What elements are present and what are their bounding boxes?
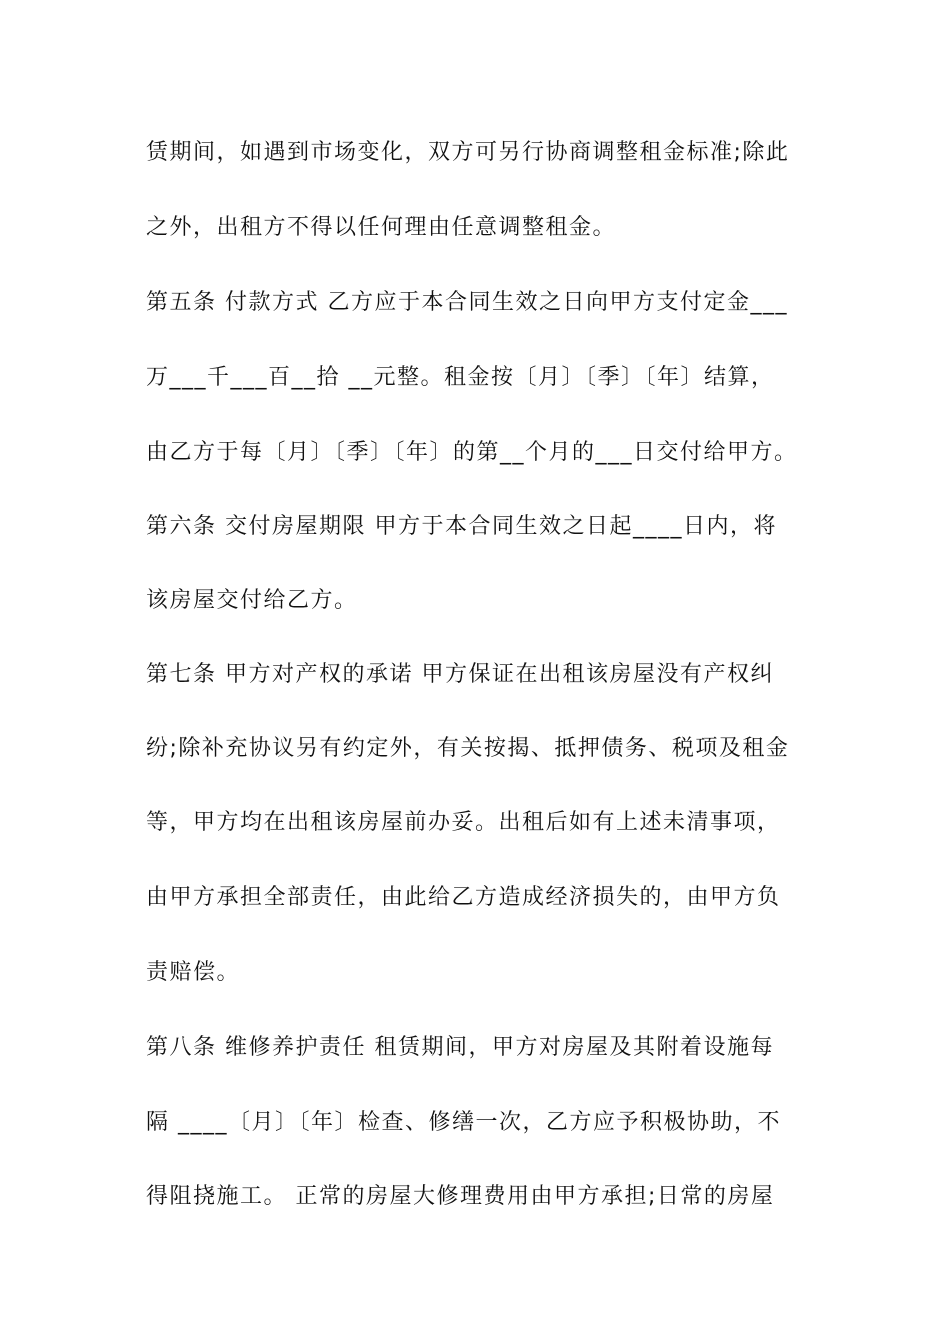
text-line: 隔 ____〔月〕〔年〕检查、修缮一次，乙方应予积极协助，不 [146, 1110, 781, 1135]
text-line: 赁期间，如遇到市场变化，双方可另行协商调整租金标准;除此 [146, 140, 790, 165]
text-line: 纷;除补充协议另有约定外，有关按揭、抵押债务、税项及租金 [146, 736, 790, 761]
text-line: 得阻挠施工。 正常的房屋大修理费用由甲方承担;日常的房屋 [146, 1184, 775, 1209]
text-line: 第六条 交付房屋期限 甲方于本合同生效之日起____日内，将 [146, 514, 777, 539]
text-line: 责赔偿。 [146, 960, 241, 985]
text-line: 万___千___百__拾 __元整。租金按〔月〕〔季〕〔年〕结算， [146, 365, 775, 390]
text-line: 该房屋交付给乙方。 [146, 588, 358, 613]
text-line: 第七条 甲方对产权的承诺 甲方保证在出租该房屋没有产权纠 [146, 662, 774, 687]
text-line: 第八条 维修养护责任 租赁期间，甲方对房屋及其附着设施每 [146, 1035, 774, 1060]
text-line: 由甲方承担全部责任，由此给乙方造成经济损失的，由甲方负 [146, 885, 781, 910]
text-line: 第五条 付款方式 乙方应于本合同生效之日向甲方支付定金___ [146, 290, 788, 315]
text-line: 由乙方于每〔月〕〔季〕〔年〕的第__个月的___日交付给甲方。 [146, 440, 798, 465]
text-line: 等，甲方均在出租该房屋前办妥。出租后如有上述未清事项， [146, 810, 781, 835]
text-line: 之外，出租方不得以任何理由任意调整租金。 [146, 215, 617, 240]
